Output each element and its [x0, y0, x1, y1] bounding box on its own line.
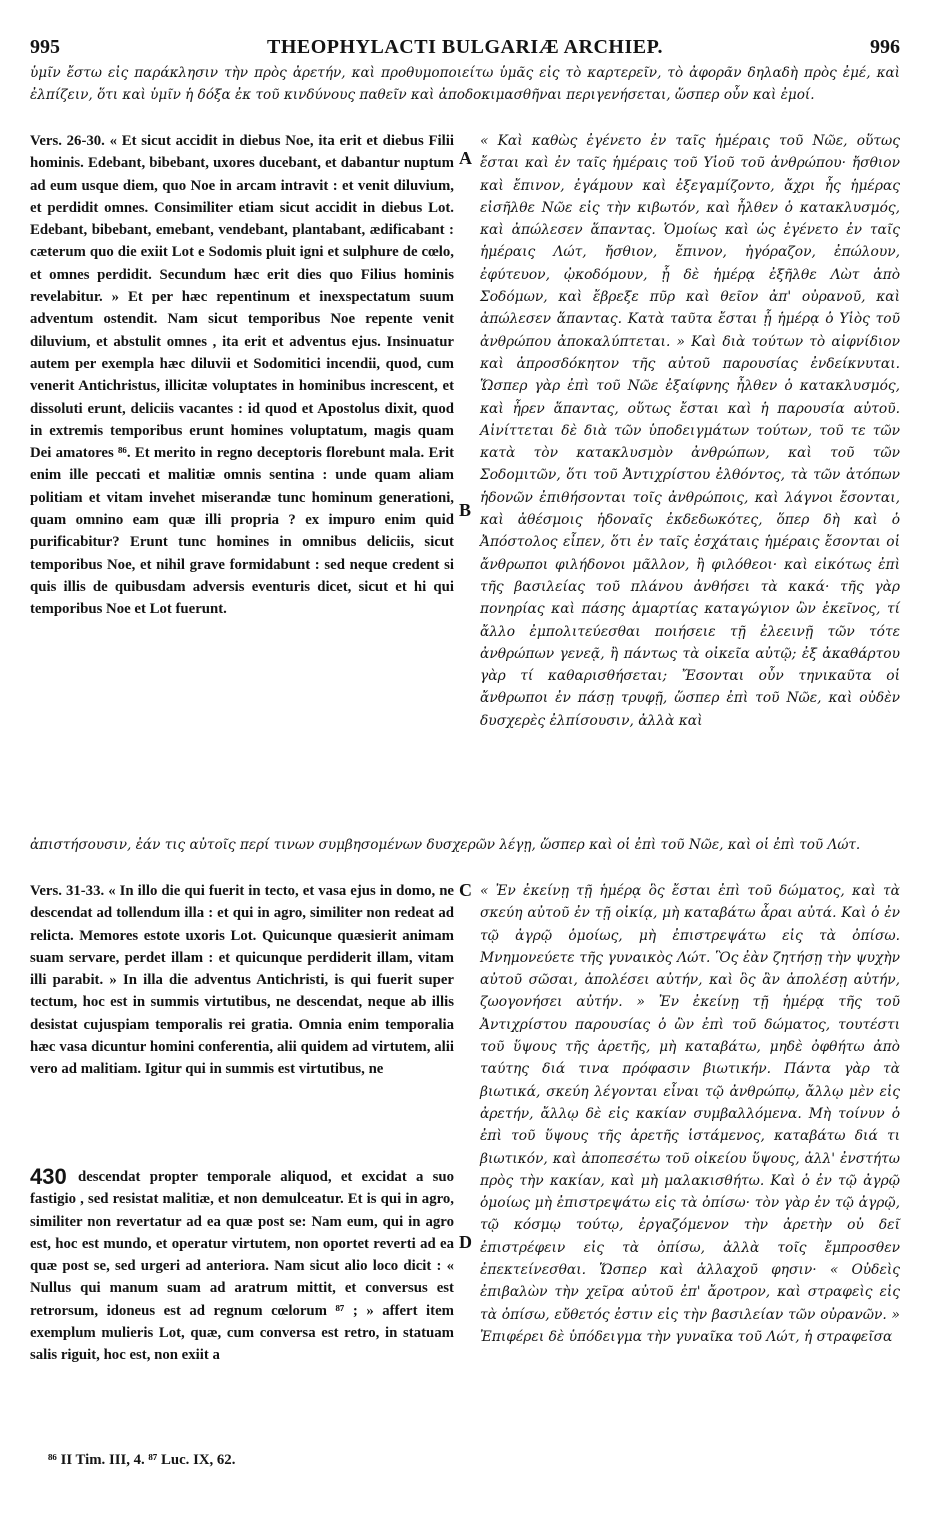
latin-column-block-1: Vers. 26-30. « Et sicut accidit in diebus Noe, ita erit et diebus Filii hominis. Edebant, bibebant, uxores ducebant, et dabantur nuptum ad eum usque diem, quo Noe in arcam intravit : et venit diluvium, et perdidit omnes. Consimiliter etiam sicut accidit in diebus Lot. Edebant, bibebant, emebant, vendebant, plantabant, ædificabant : cæterum quo die exiit Lot e Sodomis pluit igni et sulphure de cœlo, et omnes perdidit. Secundum hæc erit dies quo Filius hominis revelabitur. » Et per hæc repentinum et inexspectatum suum adventum ostendit. Nam sicut temporibus Noe repente venit diluvium, et abstulit omnes , ita erit et adventus ejus. Insinuatur autem per exempla hæc diluvii et Sodomitici incendii, quod, cum venerit Antichristus, illicitæ voluptates in hominibus increscent, et dissoluti erunt, deliciis vacantes : id quod et Apostolus dixit, quod in extremis temporibus erunt homines voluptatum, magis quam Dei amatores ⁸⁶. Et merito in regno deceptoris florebunt mala. Erit enim ille peccati et malitiæ omnis sentina : unde quam aliam politiam et vitam invehet miserandæ tunc hominum generationi, quam omnino eam quæ illi propria ? ex impuro enim quid purificabitur? Erunt tunc homines in omnibus deliciis, sicut temporibus Noe, et nihil grave formidabunt : sed neque credent si quis illis de quibusdam adversis eventuris dicet, sicut et hi qui temporibus Noe et Lot fuerunt. [30, 133, 454, 618]
section-marker-b: B [459, 500, 472, 520]
greek-column-block-2: « Ἐν ἐκείνῃ τῇ ἡμέρᾳ ὃς ἔσται ἐπὶ τοῦ δώματος, καὶ τὰ σκεύη αὐτοῦ ἐν τῇ οἰκίᾳ, μὴ καταβάτω ἆραι αὐτά. Καὶ ὁ ἐν τῷ ἀγρῷ ὁμοίως, μὴ ἐπιστρεψάτω εἰς τὰ ὀπίσω. Μνημονεύετε τῆς γυναικὸς Λώτ. Ὃς ἐὰν ζητήσῃ τὴν ψυχὴν αὐτοῦ σῶσαι, ἀπολέσει αὐτήν, καὶ ὃς ἂν ἀπολέσῃ αὐτήν, ζωογονήσει αὐτήν. » Ἐν ἐκείνῃ τῇ ἡμέρᾳ τῆς τοῦ Ἀντιχρίστου παρουσίας ὁ ὢν ἐπὶ τοῦ δώματος, τουτέστι τοῦ ὕψους τῆς ἀρετῆς, μὴ καταβάτω, μηδὲ ὀφθήτω ἀπὸ ταύτης διά τινα πρόφασιν βιωτικήν. Πάντα γὰρ τὰ βιωτικά, σκεύη λέγονται εἶναι τῷ ἀνθρώπῳ, ἄλλῳ μὲν εἰς ἀρετήν, ἄλλῳ δὲ εἰς κακίαν συμβαλλόμενα. Μὴ τοίνυν ὁ ἐπὶ τοῦ ὕψους τῆς ἀρετῆς ἱστάμενος, καταβάτω διά τι βιωτικόν, καὶ ἀποπεσέτω τοῦ οἰκείου ὕψους, ἀλλ' ἐνστήτω πρὸς τὴν κακίαν, καὶ μὴ μαλακισθήτω. Καὶ ὁ ἐν τῷ ἀγρῷ ὁμοίως μὴ ἐπιστρεψάτω εἰς τὰ ὀπίσω· τὸν γὰρ ἐν τῷ ἀγρῷ, τῷ κόσμῳ τούτῳ, ἐργαζόμενον τὴν ἀρετὴν οὐ δεῖ ἐπιστρέφειν εἰς τὰ ὀπίσω, ἀλλὰ τοῖς ἔμπροσθεν ἐπεκτείνεσθαι. Ὥσπερ καὶ ἀλλαχοῦ φησιν· « Οὐδεὶς ἐπιβαλὼν τὴν χεῖρα αὐτοῦ ἐπ' ἄροτρον, καὶ στραφεὶς εἰς τὰ ὀπίσω, εὔθετός ἐστιν εἰς τὴν βασιλείαν τῶν οὐρανῶν. » Ἐπιφέρει δὲ ὑπόδειγμα τὴν γυναῖκα τοῦ Λώτ, ἡ στραφεῖσα [480, 883, 900, 1345]
latin-column-block-2b: descendat propter temporale aliquod, et excidat a suo fastigio , sed resistat malitiæ, et non demulceatur. Et is qui in agro, similiter non revertatur ad ea quæ post se: Nam eum, qui in agro est, hoc est mundo, et operatur virtutem, non oportet reverti ad ea quæ post se, sed urgeri ad anteriora. Nam sicut alio loco dicit : « Nullus qui manum suam ad aratrum mittit, et conversus est retrorsum, idoneus est ad regnum cœlorum ⁸⁷ ; » affert item exemplum mulieris Lot, quæ, cum conversa est retro, in statuam salis riguit, hoc est, non exiit a [30, 1169, 454, 1364]
section-marker-d: D [459, 1232, 472, 1252]
greek-column-block-1: « Καὶ καθὼς ἐγένετο ἐν ταῖς ἡμέραις τοῦ Νῶε, οὕτως ἔσται καὶ ἐν ταῖς ἡμέραις τοῦ Υἱοῦ τοῦ ἀνθρώπου· ἤσθιον καὶ ἔπινον, ἐγάμουν καὶ ἐξεγαμίζοντο, ἄχρι ἧς ἡμέρας εἰσῆλθε Νῶε εἰς τὴν κιβωτόν, καὶ ἦλθεν ὁ κατακλυσμός, καὶ ἀπώλεσεν ἅπαντας. Ὁμοίως καὶ ὡς ἐγένετο ἐν ταῖς ἡμέραις Λώτ, ἤσθιον, ἔπινον, ἠγόραζον, ἐπώλουν, ἐφύτευον, ᾠκοδόμουν, ᾗ δὲ ἡμέρᾳ ἐξῆλθε Λὼτ ἀπὸ Σοδόμων, καὶ ἔβρεξε πῦρ καὶ θεῖον ἀπ' οὐρανοῦ, καὶ ἀπώλεσεν ἅπαντας. Κατὰ ταῦτα ἔσται ᾗ ἡμέρᾳ ὁ Υἱὸς τοῦ ἀνθρώπου ἀποκαλύπτεται. » Καὶ διὰ τούτων τὸ αἰφνίδιον καὶ ἀπροσδόκητον τῆς αὐτοῦ παρουσίας ἐνδείκνυται. Ὥσπερ γὰρ ἐπὶ τοῦ Νῶε ἐξαίφνης ἦλθεν ὁ κατακλυσμός, καὶ ἦρεν ἅπαντας, οὕτως ἔσται καὶ ἡ παρουσία αὐτοῦ. Αἰνίττεται δὲ διὰ τῶν ὑποδειγμάτων τούτων, τοῦ τε τῶν κατὰ τὸν κατακλυσμὸν ἀνθρώπων, καὶ τοῦ τῶν Σοδομιτῶν, ὅτι τοῦ Ἀντιχρίστου ἐλθόντος, τὰ τῶν ἀτόπων ἡδονῶν ἐπιθήσονται τοῖς ἀνθρώποις, καὶ λάγνοι ἔσονται, καὶ ἀθέσμοις ἡδοναῖς ἐκδεδωκότες, ὅπερ δὴ καὶ ὁ Ἀπόστολος εἶπεν, ὅτι ἐν ταῖς ἐσχάταις ἡμέραις ἔσονται οἱ ἄνθρωποι φιλήδονοι μᾶλλον, ἢ φιλόθεοι· καὶ εἰκότως ἐπὶ τῆς βασιλείας τοῦ πλάνου ἀνθήσει τὰ κακά· τῆς γὰρ πονηρίας καὶ πάσης ἁμαρτίας καταγώγιον ὢν ἐκεῖνος, τί ἄλλο ἐμπολιτεύεσθαι ποιήσειε τῇ ἐλεεινῇ τῶν τότε ἀνθρώπων γενεᾷ, ἢ πάντως τὰ οἰκεῖα αὐτῷ; ἐξ ἀκαθάρτου γὰρ τί καθαρισθήσεται; Ἔσονται οὖν τηνικαῦτα οἱ ἄνθρωποι ἐν πάσῃ τρυφῇ, ὥσπερ ἐπὶ τοῦ Νῶε, καὶ οὐδὲν δυσχερὲς ἐλπίσουσιν, ἀλλὰ καὶ [480, 133, 900, 729]
latin-column-block-2a: Vers. 31-33. « In illo die qui fuerit in tecto, et vasa ejus in domo, ne descendat ad tollendum illa : et qui in agro, similiter non redeat ad relicta. Memores estote uxoris Lot. Quicunque quæsierit animam suam servare, perdet illam : et quicunque perdiderit illam, vitam illi parabit. » In illa die adventus Antichristi, is qui fuerit super tectum, hoc est in summis virtutibus, ne descendat, neque ab illis desistat cujuspiam temporalis rei gratia. Omnia enim temporalia hæc vasa dicuntur homini conferentia, alii quidem ad virtutem, alii vero ad malitiam. Igitur qui in summis est virtutibus, ne [30, 883, 454, 1078]
intro-greek-paragraph: ὑμῖν ἔστω εἰς παράκλησιν τὴν πρὸς ἀρετήν, καὶ προθυμοποιείτω ὑμᾶς εἰς τὸ καρτερεῖν, τὸ ἀφορᾶν δηλαδὴ πρὸς ἐμέ, καὶ ἐλπίζειν, ὅτι καὶ ὑμῖν ἡ δόξα ἐκ τοῦ κινδύνους παθεῖν καὶ ἀποδοκιμασθῆναι περιγενήσεται, ὥσπερ οὖν καὶ ἐμοί. [30, 65, 900, 104]
page-number-left: 995 [30, 36, 60, 58]
section-marker-c: C [459, 880, 472, 900]
section-marker-a: A [459, 148, 472, 168]
column-number: 430 [30, 1164, 67, 1189]
footnotes: ⁸⁶ II Tim. III, 4. ⁸⁷ Luc. IX, 62. [48, 1452, 236, 1468]
page-number-right: 996 [870, 36, 900, 58]
bridge-greek-line: ἀπιστήσουσιν, ἐάν τις αὐτοῖς περί τινων συμβησομένων δυσχερῶν λέγῃ, ὥσπερ καὶ οἱ ἐπὶ τοῦ Νῶε, καὶ οἱ ἐπὶ τοῦ Λώτ. [30, 837, 861, 853]
page-header [30, 36, 900, 60]
running-title: THEOPHYLACTI BULGARIÆ ARCHIEP. [267, 36, 663, 58]
